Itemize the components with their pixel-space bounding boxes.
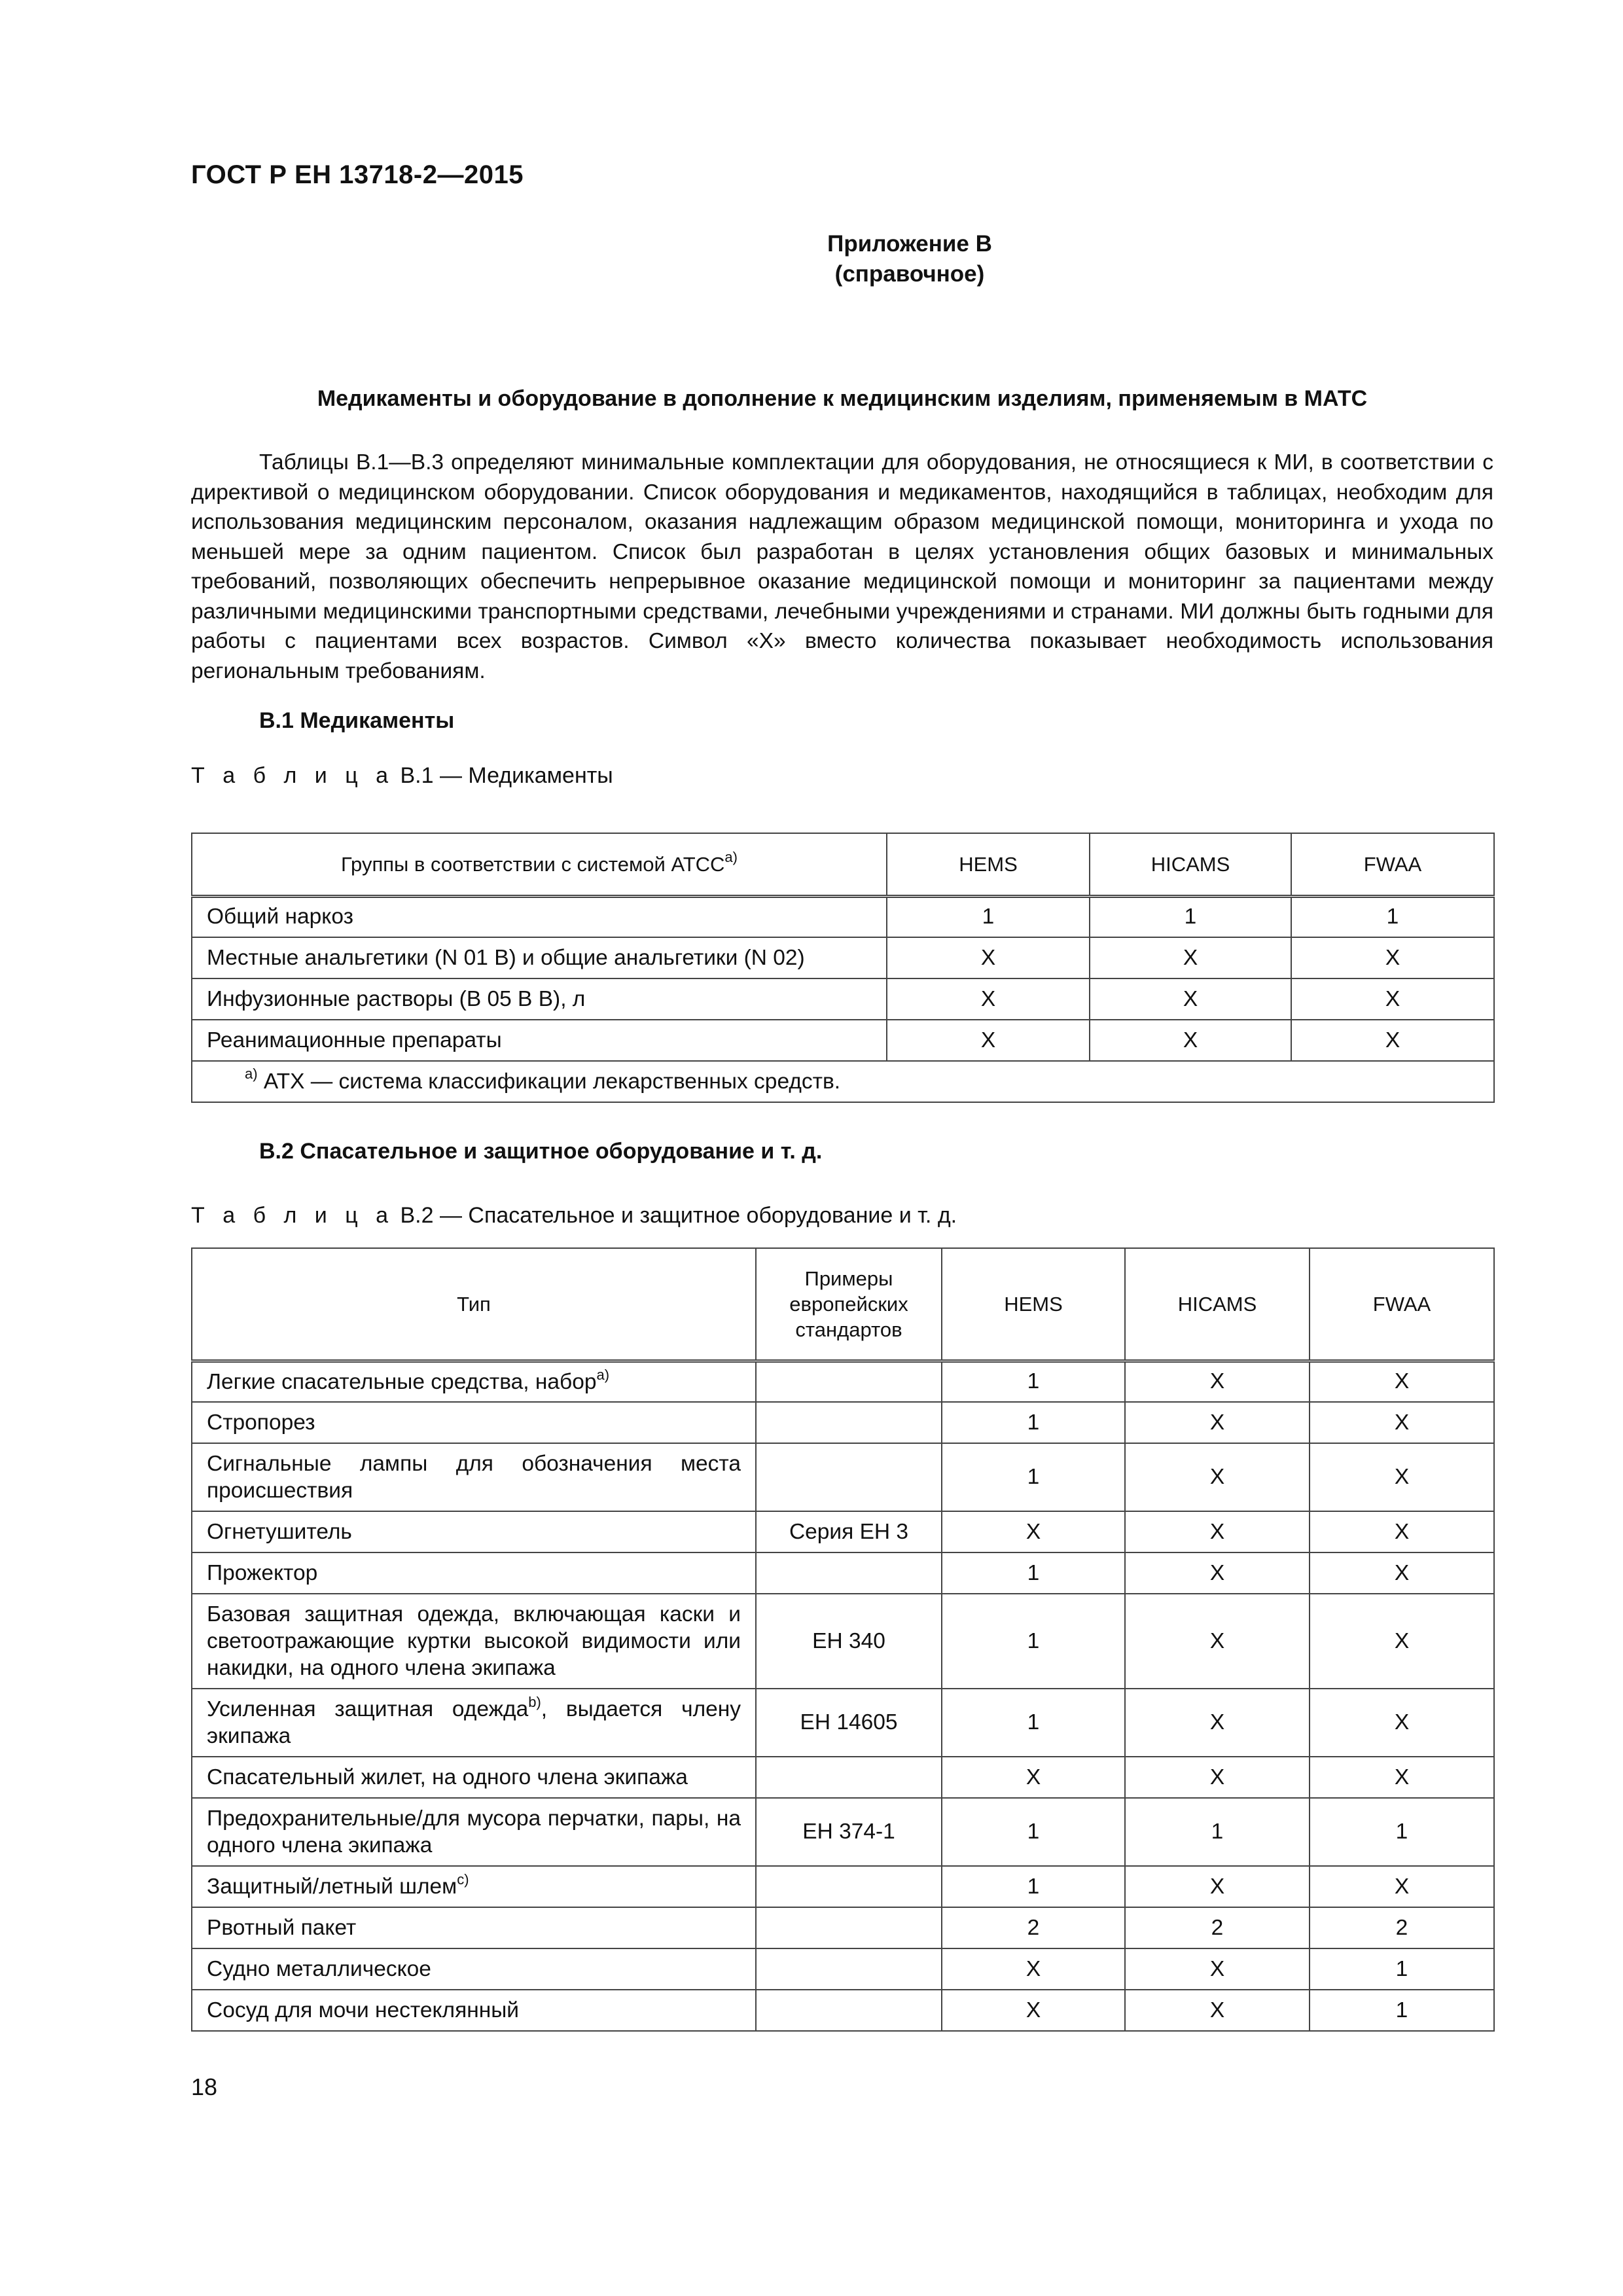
cell-hems: 1 [942, 1443, 1125, 1511]
cell-hems: 1 [942, 1402, 1125, 1443]
footnote-ref: a) [596, 1366, 610, 1383]
cell-fwaa: X [1310, 1594, 1494, 1689]
column-header-standards: Примеры европейских стандартов [756, 1248, 942, 1361]
table-row [192, 1990, 1494, 2031]
table-header-row [192, 1248, 1494, 1361]
row-name: Местные анальгетики (N 01 В) и общие анальгетики (N 02) [192, 937, 887, 978]
table-caption-prefix: Т а б л и ц а [191, 763, 395, 788]
cell-hicams: X [1090, 937, 1291, 978]
cell-fwaa: 1 [1310, 1798, 1494, 1866]
cell-standard: ЕН 340 [756, 1594, 942, 1689]
column-header-hicams: HICAMS [1090, 833, 1291, 896]
cell-hicams: X [1125, 1990, 1310, 2031]
table-row [192, 1594, 1494, 1689]
cell-fwaa: 1 [1291, 896, 1494, 937]
row-name: Базовая защитная одежда, включающая каски и светоотражающие куртки высокой видимости или накидки, на одного члена экипажа [192, 1594, 756, 1689]
column-header-hems: HEMS [887, 833, 1090, 896]
equipment-table [191, 1247, 1495, 2032]
column-header-hicams: HICAMS [1125, 1248, 1310, 1361]
cell-hems: 2 [942, 1907, 1125, 1948]
annex-heading [0, 229, 1623, 289]
cell-standard: Серия ЕН 3 [756, 1511, 942, 1552]
cell-standard [756, 1866, 942, 1907]
cell-hicams: X [1125, 1361, 1310, 1402]
row-name: Спасательный жилет, на одного члена экипажа [192, 1757, 756, 1798]
cell-standard [756, 1907, 942, 1948]
annex-title: Приложение В [827, 231, 992, 257]
footnote-mark: a) [245, 1066, 258, 1083]
table-row [192, 1361, 1494, 1402]
cell-fwaa: X [1310, 1552, 1494, 1594]
document-id: ГОСТ Р ЕН 13718-2—2015 [191, 160, 524, 189]
table-row [192, 1511, 1494, 1552]
row-name: Прожектор [192, 1552, 756, 1594]
row-name: Сигнальные лампы для обозначения места происшествия [192, 1443, 756, 1511]
row-name: Судно металлическое [192, 1948, 756, 1990]
cell-hicams: 1 [1125, 1798, 1310, 1866]
row-name: Усиленная защитная одежда$^{b)}$, выдается члену экипажа [192, 1689, 756, 1757]
annex-main-title: Медикаменты и оборудование в дополнение к медицинским изделиям, применяемым в МАТС [317, 386, 1368, 411]
table-row [192, 1948, 1494, 1990]
table-caption-text: В.1 — Медикаменты [400, 763, 613, 788]
cell-fwaa: X [1310, 1402, 1494, 1443]
cell-hems: X [887, 978, 1090, 1020]
cell-fwaa: X [1310, 1866, 1494, 1907]
cell-standard [756, 1990, 942, 2031]
table-row [192, 1689, 1494, 1757]
table-row [192, 978, 1494, 1020]
column-header-fwaa: FWAA [1310, 1248, 1494, 1361]
cell-hems: X [887, 1020, 1090, 1061]
cell-fwaa: X [1291, 937, 1494, 978]
table-header-row [192, 833, 1494, 896]
cell-fwaa: X [1291, 978, 1494, 1020]
footnote-text: АТХ — система классификации лекарственных средств. [263, 1069, 841, 1094]
cell-hicams: X [1125, 1552, 1310, 1594]
cell-hicams: X [1125, 1948, 1310, 1990]
cell-fwaa: X [1310, 1443, 1494, 1511]
row-name: Стропорез [192, 1402, 756, 1443]
table-row [192, 1020, 1494, 1061]
medications-table [191, 833, 1495, 1103]
cell-fwaa: 1 [1310, 1948, 1494, 1990]
cell-fwaa: X [1310, 1361, 1494, 1402]
cell-hems: 1 [942, 1866, 1125, 1907]
row-name: Рвотный пакет [192, 1907, 756, 1948]
table-caption [191, 763, 613, 789]
table-caption-prefix: Т а б л и ц а [191, 1203, 395, 1228]
table-row [192, 1866, 1494, 1907]
table-footnote-row [192, 1061, 1494, 1102]
cell-fwaa: 1 [1310, 1990, 1494, 2031]
row-name: Инфузионные растворы (В 05 В В), л [192, 978, 887, 1020]
cell-fwaa: X [1310, 1511, 1494, 1552]
cell-hems: 1 [887, 896, 1090, 937]
footnote-ref: b) [528, 1693, 541, 1710]
section-heading: В.1 Медикаменты [259, 708, 455, 733]
cell-hems: X [942, 1948, 1125, 1990]
cell-standard [756, 1361, 942, 1402]
cell-fwaa: X [1310, 1757, 1494, 1798]
table-caption-text: В.2 — Спасательное и защитное оборудование и т. д. [400, 1203, 957, 1228]
cell-hems: X [942, 1511, 1125, 1552]
cell-hems: 1 [942, 1798, 1125, 1866]
intro-text: Таблицы В.1—В.3 определяют минимальные комплектации для оборудования, не относящиеся к МИ, в соответствии с директивой о медицинском оборудовании. Список оборудования и медикаментов, находящийся в таблицах, необходим для использования медицинским персоналом, оказания надлежащим образом медицинской помощи, мониторинга и ухода по меньшей мере за одним пациентом. Список был разработан в целях установления общих базовых и минимальных требований, позволяющих обеспечить непрерывное оказание медицинской помощи и мониторинг за пациентами между различными медицинскими транспортными средствами, лечебными учреждениями и странами. МИ должны быть годными для работы с пациентами всех возрастов. Символ «X» вместо количества показывает необходимость использования региональным требованиям. [191, 450, 1493, 683]
row-name: Легкие спасательные средства, набор$^{a)}$ [192, 1361, 756, 1402]
row-name: Реанимационные препараты [192, 1020, 887, 1061]
column-header-type: Тип [192, 1248, 756, 1361]
row-name: Защитный/летный шлем$^{c)}$ [192, 1866, 756, 1907]
row-name: Сосуд для мочи нестеклянный [192, 1990, 756, 2031]
cell-standard [756, 1757, 942, 1798]
cell-standard: ЕН 374-1 [756, 1798, 942, 1866]
annex-type: (справочное) [834, 261, 985, 287]
row-name: Огнетушитель [192, 1511, 756, 1552]
cell-hicams: X [1125, 1511, 1310, 1552]
cell-hems: 1 [942, 1361, 1125, 1402]
cell-fwaa: 2 [1310, 1907, 1494, 1948]
cell-standard: ЕН 14605 [756, 1689, 942, 1757]
column-header-hems: HEMS [942, 1248, 1125, 1361]
cell-hicams: X [1090, 978, 1291, 1020]
cell-hems: X [942, 1757, 1125, 1798]
table-row [192, 1402, 1494, 1443]
footnote-ref: a) [724, 849, 738, 866]
table-row [192, 1552, 1494, 1594]
cell-hicams: X [1125, 1443, 1310, 1511]
cell-hicams: 1 [1090, 896, 1291, 937]
cell-hicams: X [1125, 1594, 1310, 1689]
cell-hems: 1 [942, 1552, 1125, 1594]
cell-hicams: X [1125, 1757, 1310, 1798]
cell-standard [756, 1552, 942, 1594]
table-row [192, 1798, 1494, 1866]
cell-hicams: X [1090, 1020, 1291, 1061]
cell-fwaa: X [1291, 1020, 1494, 1061]
cell-hicams: 2 [1125, 1907, 1310, 1948]
cell-standard [756, 1443, 942, 1511]
table-row [192, 1443, 1494, 1511]
table-row [192, 896, 1494, 937]
cell-hicams: X [1125, 1402, 1310, 1443]
cell-standard [756, 1948, 942, 1990]
table-row [192, 1757, 1494, 1798]
row-name: Общий наркоз [192, 896, 887, 937]
cell-hicams: X [1125, 1689, 1310, 1757]
cell-hems: X [942, 1990, 1125, 2031]
page-number: 18 [191, 2073, 218, 2100]
cell-hems: 1 [942, 1594, 1125, 1689]
section-heading: В.2 Спасательное и защитное оборудование и т. д. [259, 1139, 823, 1164]
intro-paragraph [191, 448, 1493, 686]
table-footnote [192, 1061, 1494, 1102]
column-header-group: Группы в соответствии с системой АТСС$^{a)}$ [192, 833, 887, 896]
table-caption [191, 1203, 957, 1229]
cell-hems: 1 [942, 1689, 1125, 1757]
cell-standard [756, 1402, 942, 1443]
cell-hicams: X [1125, 1866, 1310, 1907]
table-row [192, 937, 1494, 978]
cell-hems: X [887, 937, 1090, 978]
table-row [192, 1907, 1494, 1948]
column-header-fwaa: FWAA [1291, 833, 1494, 896]
row-name: Предохранительные/для мусора перчатки, пары, на одного члена экипажа [192, 1798, 756, 1866]
footnote-ref: c) [457, 1871, 469, 1888]
cell-fwaa: X [1310, 1689, 1494, 1757]
